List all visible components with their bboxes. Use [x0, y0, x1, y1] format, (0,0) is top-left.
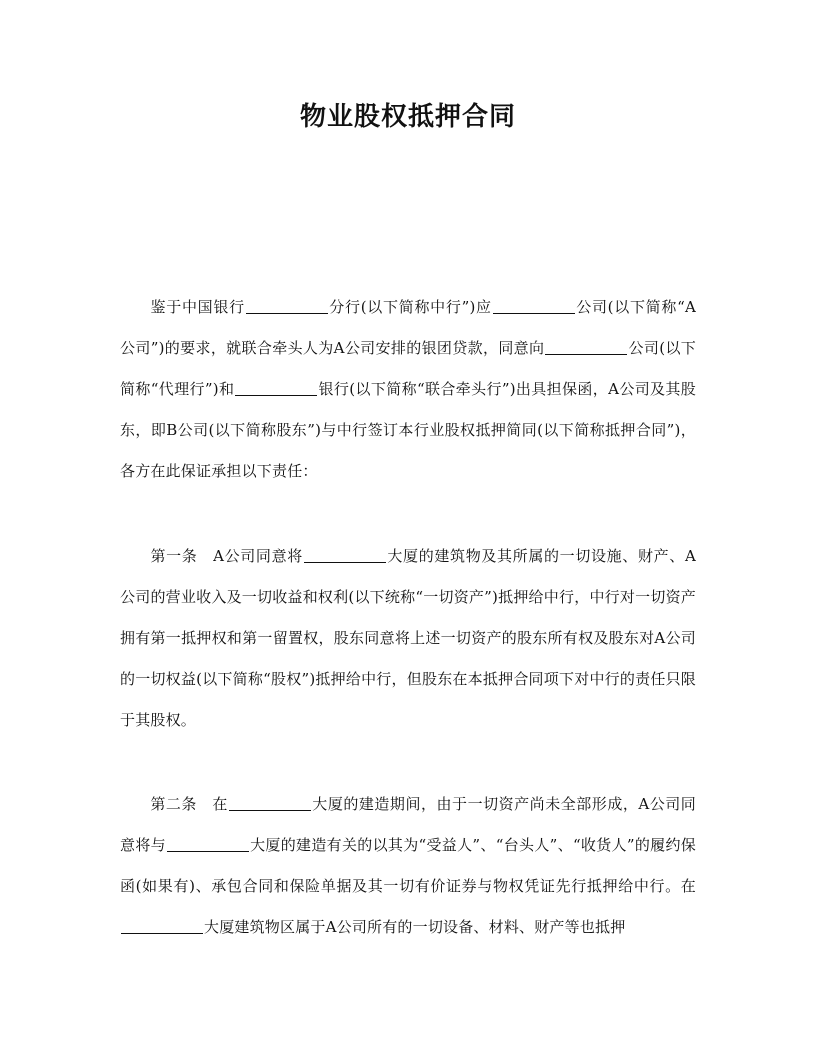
- article-2-text-4: 大厦建筑物区属于A公司所有的一切设备、材料、财产等也抵押: [204, 918, 626, 936]
- article-2-paragraph: [120, 784, 696, 948]
- article-2-text-2: 大厦的建造期间，由于一切资产尚未全部形成，A公司同意将与: [120, 795, 696, 854]
- blank-line-bank: [235, 379, 317, 396]
- blank-line-agent: [545, 338, 627, 355]
- preamble-text-3: 公司(以下简称“A公司”)的要求，就联合牵头人为A公司安排的银团贷款，同意向: [120, 298, 696, 357]
- document-title: 物业股权抵押合同: [299, 102, 516, 132]
- preamble-text-1: 鉴于中国银行: [150, 298, 245, 316]
- article-2-text-1: 第二条 在: [150, 795, 228, 813]
- blank-line-company: [493, 297, 575, 314]
- blank-line-building: [304, 546, 386, 563]
- article-1-paragraph: [120, 536, 696, 741]
- article-1-text-1: 第一条 A公司同意将: [150, 547, 303, 565]
- preamble-text-4: 公司(以下简称“代理行”)和: [120, 339, 696, 398]
- article-1-text-2: 大厦的建筑物及其所属的一切设施、财产、A公司的营业收入及一切收益和权利(以下统称“一切资产”)抵押给中行，中行对一切资产拥有第一抵押权和第一留置权，股东同意将上述一切资产的股东所有权及股东对A公司的一切权益(以下简称“股权”)抵押给中行，但股东在本抵押合同项下对中行的责任只限于其股权。: [120, 547, 696, 729]
- preamble-text-5: 银行(以下简称“联合牵头行”)出具担保函，A公司及其股东，即B公司(以下简称股东”)与中行签订本行业股权抵押简同(以下简称抵押合同”)，各方在此保证承担以下责任：: [120, 380, 696, 480]
- blank-line-branch: [246, 297, 328, 314]
- blank-line-building: [121, 917, 203, 934]
- preamble-text-2: 分行(以下简称中行”)应: [328, 298, 492, 316]
- blank-line-building: [229, 794, 311, 811]
- preamble-paragraph: [120, 287, 696, 492]
- article-2-text-3: 大厦的建造有关的以其为“受益人”、“台头人”、“收货人”的履约保函(如果有)、承包合同和保险单据及其一切有价证券与物权凭证先行抵押给中行。在: [120, 836, 696, 895]
- blank-line-building: [167, 835, 249, 852]
